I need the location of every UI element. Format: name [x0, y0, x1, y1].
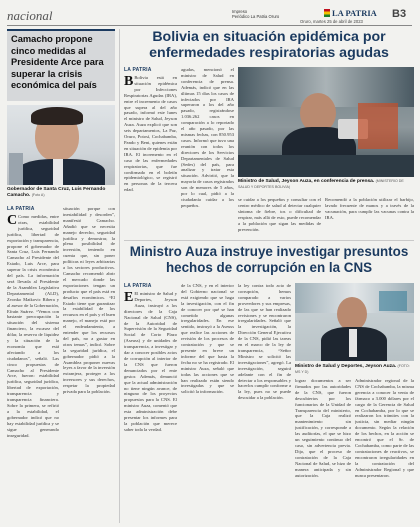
top-caption-text: Ministro de Salud, Jeyson Auza, en conferencia de prensa.: [238, 179, 375, 184]
top-column-4: Recomendó a la población utilizar el barbijo, lavado frecuente de manos y a través de la vacunación, para cumplir las vacunas contra la IRA.: [325, 197, 414, 220]
print-line-2: Periódico La Patria Oruro: [232, 14, 280, 19]
print-label: [232, 9, 279, 19]
flag-icon: [324, 9, 330, 17]
bottom-column-5: Administrador regional de la CNS de Cochabamba, la misma gerencia a conocer la venta de fármaco a 3.000 dólares por el cargo de la Gerencia de Salud en Cochabamba, por lo que se realizaron los trámites con la justicia, sin mediar ningún documento. Según la relación de los hechos, en la acción se encontró que el Sr. de Cochabamba, como parte de las contrataciones de reactivos, se encontraron irregularidades en la contratación del Administrador Regional y que nunca presentaron.: [355, 378, 414, 478]
bottom-caption: [295, 364, 414, 375]
bottom-column-1: E El ministro de Salud y Deportes, Jeyson Auza, instruyó a los directores de la Caja Nacional de Salud (CNS), de la Autoridad de Supervisión de la Seguridad Social de Corto Plazo (Aseuss) y de unidades de transparencia, a investigar y dar a conocer posibles actos de corrupción al interior de la CNS que fueron denunciados por el ente gestor. Además, denunció que la actual administración no tiene ningún avance, de ninguno de los proyectos propuestos para la CNS. El ministro Auza, comentó que esta administración debe presentar los informes para la población que merece saber toda la verdad.: [124, 291, 177, 432]
brand-logo: [324, 8, 376, 19]
left-headline-box: [7, 29, 115, 101]
section-label: nacional: [7, 8, 53, 23]
top-headline: Bolivia en situación epidémica por enfermedades respiratorias agudas: [149, 29, 389, 61]
bottom-caption-text: Ministro de Salud y Deportes, Jeyson Auza.: [295, 364, 397, 369]
issue-date: Oruro, martes 25 de abril de 2023: [300, 19, 363, 24]
camacho-photo: [7, 105, 115, 185]
left-column-2: situación porque con inestabilidad y desorden”, manifestó Camacho. Añadió que se necesita manejo derecho, seguridad jurídica y demostrar, la plena posibilidad de inversión, teniendo en cuenta que, sin poner políticas ni leyes arbitrarias a los sectores productivos. Camacho recomendó abrir el mercado donde las exportaciones tengan un producto que el país está en desafíos económicos. “El Estado tiene que garantizar la estabilidad de los recursos en el país y el buen manejo, el manejo está por el endeudamiento, a entender que los recursos del país, no a gastar en otros temas”, indicó. Sobre la seguridad jurídica, el gobernador pidió a la Asamblea proponer nuevas leyes a favor de la inversión extranjera, proteger a los inversores y sus derechos, respetar la propiedad privada para la población.: [63, 206, 115, 395]
left-column-1: C Como medidas, entre otras, estabilidad jurídica, seguridad jurídica, libertad de exportación y transparencia, propone el gobernador de Santa Cruz, Luis Fernando Camacho al Presidente del Estado, Luis Arce, para superar la crisis económica del país. La información será llevada al Presidente de la Asamblea Legislativa Departamental (ALD), Zvonko Matkovic Ribera y al asesor de la Gobernación, Efraín Suárez. “Vemos con bastante preocupación la situación del sistema financiero, la escasez del dólar, la reserva de liquidez y la situación de la economía que está afectando a los ciudadanos”, señaló. Las cinco propuestas de Camacho al Presidente Arce, fueron: estabilidad jurídica, seguridad jurídica, libertad de exportación, transparencia y transparencia financiera. Sobre la primera, se refirió a la estabilidad, el gobernador indicó que no hay estabilidad jurídica y se sigue generando inseguridad.: [7, 214, 59, 438]
top-column-1: B Bolivia está en situación epidémica por Infecciones Respiratorias Agudas (IRA), entre el incremento de casos que supera al del año pasado, informó este lunes el ministro de Salud, Jeyson Auza. Auza explicó que son seis departamentos, La Paz, Oruro, Potosí, Cochabamba, Pando y Beni, quienes están en situación de epidemia por IRA. El incremento en el caso de las enfermedades respiratorias, que fue confirmado en el boletín epidemiológico, se registró en personas de la tercera edad.: [124, 75, 177, 193]
left-headline: Camacho propone cinco medidas al Presidente Arce para superar la crisis económica del país: [11, 34, 104, 90]
bottom-kicker: LA PATRIA: [124, 283, 152, 289]
top-column-1-text: Bolivia está en situación epidémica por Infecciones Respiratorias Agudas (IRA), entre el incremento de casos que supera al del año pasado, informó este lunes el ministro de Salud, Jeyson Auza. Auza explicó que son seis departamentos, La Paz, Oruro, Potosí, Cochabamba, Pando y Beni, quienes están en situación de epidemia por IRA. El incremento en el caso de las enfermedades respiratorias, que fue confirmado en el boletín epidemiológico, se registró en personas de la tercera edad.: [124, 75, 177, 193]
brand-name: LA PATRIA: [332, 8, 377, 18]
left-kicker: LA PATRIA: [7, 206, 35, 212]
auza-portrait-photo: [295, 283, 414, 361]
header-rule: [7, 25, 412, 26]
bottom-column-1-text: El ministro de Salud y Deportes, Jeyson Auza, instruyó a los directores de la Caja Nacional de Salud (CNS), de la Autoridad de Supervisión de la Seguridad Social de Corto Plazo (Aseuss) y de unidades de transparencia, a investigar y dar a conocer posibles actos de corrupción al interior de la CNS que fueron denunciados por el ente gestor. Además, denunció que la actual administración no tiene ningún avance, de ninguno de los proyectos propuestos para la CNS. El ministro Auza, comentó que esta administración debe presentar los informes para la población que merece saber toda la verdad.: [124, 291, 177, 432]
story-divider: [124, 240, 414, 241]
bottom-column-3: la ley contra todo acto de corrupción, hemos comparado a varios proveedores y sus empresas, de las que se han realizado revisiones y se encontraron irregularidades. Señaló que la investigación, la Dirección General Ejecutiva de la CNS, pidió las tareas en el marco de la ley de transparencia, “Señor Ministro se solicitó las investigaciones”, agregó. La investigación, seguirá adelante con el fin de detectar a los responsables y hacerlos cumplir conforme a la ley, pues no se puede descuidar a la población.: [238, 283, 291, 401]
print-line-1: Impreso: [232, 9, 248, 14]
left-caption-credit: (Foto A): [31, 192, 45, 197]
left-column-1-text: Como medidas, entre otras, estabilidad jurídica, seguridad jurídica, libertad de exportación y transparencia, propone el gobernador de Santa Cruz, Luis Fernando Camacho al Presidente del Estado, Luis Arce, para superar la crisis económica del país. La información será llevada al Presidente de la Asamblea Legislativa Departamental (ALD), Zvonko Matkovic Ribera y al asesor de la Gobernación, Efraín Suárez. “Vemos con bastante preocupación la situación del sistema financiero, la escasez del dólar, la reserva de liquidez y la situación de la economía que está afectando a los ciudadanos”, señaló. Las cinco propuestas de Camacho al Presidente Arce, fueron: estabilidad jurídica, seguridad jurídica, libertad de exportación, transparencia y transparencia financiera. Sobre la primera, se refirió a la estabilidad, el gobernador indicó que no hay estabilidad jurídica y se sigue generando inseguridad.: [7, 214, 59, 438]
bottom-headline: Ministro Auza instruye investigar presuntos hechos de corrupción en la CNS: [129, 244, 409, 275]
top-column-2: agudas, mencionó el ministro de Salud en conferencia de prensa. Además, indicó que en las últimas 15 días los casos de infectados por IRA superaron a los del año pasado, registrándose 1.036.262 casos en comparación a lo reportado el año pasado, por las mismas fechas, con 850.953 casos. Informó que tuvo una reunión con todos los directores de los Servicios Departamentales de Salud (Sedes) del país, para analizar y tratar esta situación. Advirtió, que la mayoría de casos registrados son de menores de 5 años, por lo cual, pidió a la ciudadanía cuidar a los pequeños.: [181, 67, 234, 208]
top-caption: [238, 179, 414, 190]
left-caption-text: Gobernador de Santa Cruz, Luis Fernando Camacho.: [7, 187, 106, 198]
column-divider: [119, 29, 120, 523]
bottom-caption-credit: (FOTO: MS Y D): [295, 364, 410, 374]
top-column-3: se cuidar a los pequeños y consultar con el centro médico de salud al detectar cualquier síntoma de fiebre, tos o dificultad de respirar, más allá de esto, puede recomendar a la población que sigan las medidas de prevención.: [238, 197, 321, 232]
bottom-column-4: lograr documentos a ser firmados por las autoridades de la CNS, que fueron descubiertos por los funcionarios de la Unidad de Transparencia del ministerio, que la Caja realizó mantenimiento sin justificación, y corresponde a las auditorías, el que se hizo un seguimiento continuo del caso, sin advertencia previa. Dijo, que el proceso de contratación de la Caja Nacional de Salud, se hizo de manera anticipada y sin autorización.: [295, 378, 351, 478]
auza-conference-photo: [238, 67, 414, 177]
page-number: B3: [392, 8, 407, 20]
top-caption-credit: (MINISTERIO DE SALUD Y DEPORTES BOLIVIA): [238, 179, 404, 189]
top-kicker: LA PATRIA: [124, 67, 152, 73]
bottom-column-2: de la CNS, y en el interior del Gobierno nacional se está exigiendo que se haga la investigación, con el fin de conocer por qué se han cometido algunas irregularidades. En ese sentido, instruyó a la Aseuss que realice las acciones de revisión de los procesos de contratación y que se presente en breve un informe del que hasta la fecha no se ha registrado. El ministro Auza, señaló que todas las acciones que se han realizado están siendo investigadas y que se solicitó la información.: [181, 283, 234, 395]
